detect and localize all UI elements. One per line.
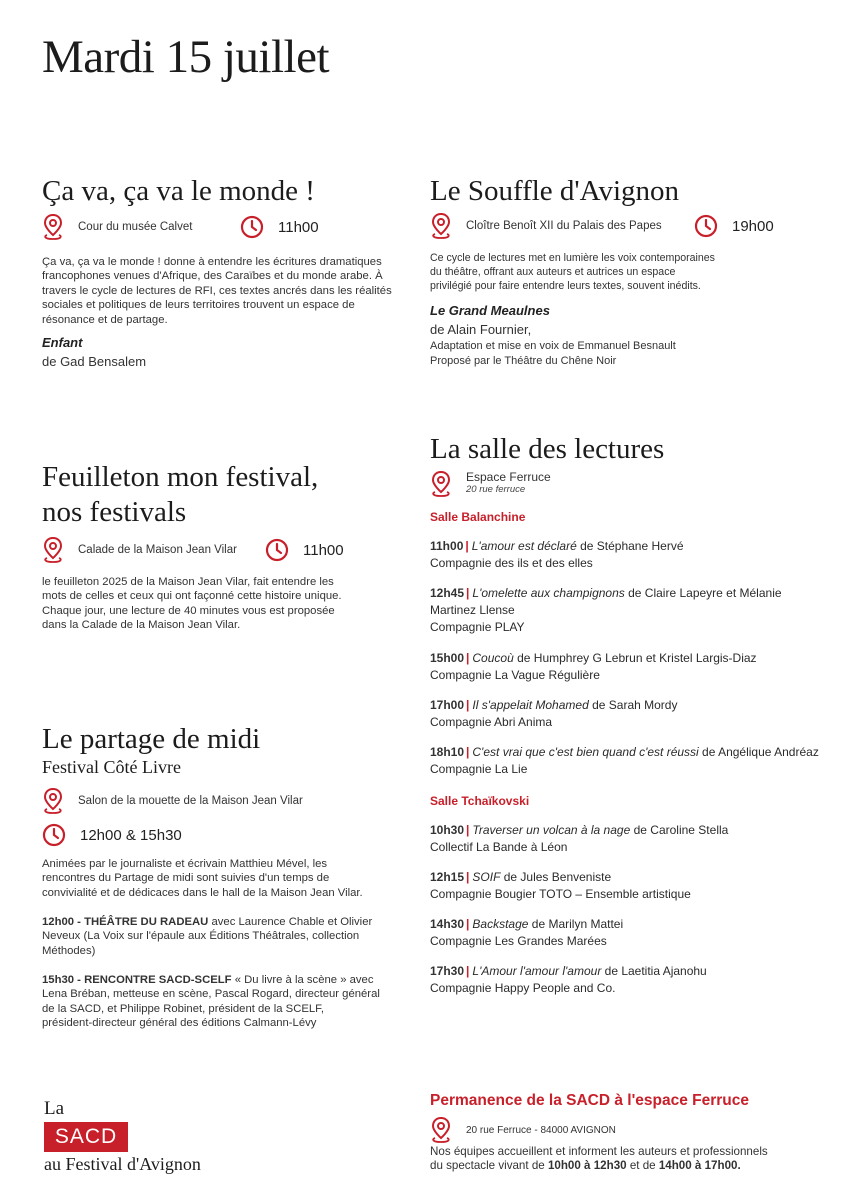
time-row (240, 215, 319, 239)
entry-company: Collectif La Bande à Léon (430, 840, 568, 854)
entry-company: Compagnie Bougier TOTO – Ensemble artistique (430, 887, 691, 901)
entry-time: 18h10 (430, 745, 465, 759)
description-line: rencontres du Partage de midi sont suivies d'un temps de (42, 872, 330, 885)
entry-time: 17h00 (430, 698, 465, 712)
event-line: Méthodes) (42, 944, 96, 957)
section-title-partage: Le partage de midi (42, 723, 261, 755)
credit-line: Adaptation et mise en voix de Emmanuel Besnault (430, 340, 676, 352)
location-row (42, 213, 192, 241)
description-line: résonance et de partage. (42, 313, 168, 326)
entry-time: 17h30 (430, 964, 465, 978)
separator: | (466, 917, 470, 931)
entry-time: 11h00 (430, 539, 464, 553)
text-part: du spectacle vivant de (430, 1159, 548, 1172)
list-item (430, 916, 623, 950)
location-pin-icon (42, 536, 64, 564)
location-pin-icon (430, 470, 452, 498)
entry-company: Compagnie La Vague Régulière (430, 668, 600, 682)
entry-title: L'Amour l'amour l'amour (472, 964, 602, 978)
description-line: Animées par le journaliste et écrivain Matthieu Mével, les (42, 858, 328, 870)
event-text: avec Laurence Chable et Olivier (208, 916, 373, 928)
time-label: 12h00 & 15h30 (80, 826, 182, 844)
logo-la: La (44, 1098, 65, 1119)
title-line: nos festivals (42, 496, 187, 528)
time-row (265, 538, 344, 562)
work-title: Enfant (42, 335, 83, 350)
time-row (42, 823, 182, 847)
location-row (430, 212, 662, 240)
list-item (430, 869, 691, 903)
entry-title: L'amour est déclaré (471, 539, 577, 553)
description-line: dans la Calade de la Maison Jean Vilar. (42, 619, 241, 632)
event-line: président-directeur général des éditions Calmann-Lévy (42, 1017, 317, 1030)
list-item (430, 538, 684, 572)
event-heading: 15h30 - RENCONTRE SACD-SCELF (42, 974, 232, 986)
list-item (430, 697, 677, 731)
logo-sacd: SACD (44, 1122, 128, 1152)
list-item (430, 963, 707, 997)
entry-title: C'est vrai que c'est bien quand c'est réussi (472, 745, 699, 759)
separator: | (466, 651, 470, 665)
work-author: de Gad Bensalem (42, 354, 147, 369)
separator: | (466, 964, 470, 978)
entry-author: de Caroline Stella (630, 823, 729, 837)
entry-company: Compagnie La Lie (430, 762, 528, 776)
location-pin-icon (42, 213, 64, 241)
section-subtitle: Festival Côté Livre (42, 757, 181, 777)
entry-time: 14h30 (430, 917, 465, 931)
description-line: travers le cycle de lectures de RFI, ces textes ancrés dans les réalités (42, 284, 392, 297)
entry-author: de Jules Benveniste (500, 870, 612, 884)
separator: | (465, 539, 469, 553)
hours-morning: 10h00 à 12h30 (547, 1159, 627, 1172)
location-pin-icon (430, 212, 452, 240)
location-label: Calade de la Maison Jean Vilar (78, 544, 237, 556)
entry-time: 15h00 (430, 651, 465, 665)
location-address: 20 rue Ferruce - 84000 AVIGNON (466, 1124, 616, 1136)
entry-author: de Angélique Andréaz (698, 745, 819, 759)
location-address: 20 rue ferruce (466, 484, 526, 495)
list-item (430, 822, 728, 856)
event-line: Neveux (La Voix sur l'épaule aux Éditions Théâtrales, collection (42, 930, 360, 943)
credit-line: Proposé par le Théâtre du Chêne Noir (430, 354, 617, 367)
title-line: Feuilleton mon festival, (42, 461, 319, 493)
salle-heading: Salle Balanchine (430, 510, 526, 524)
description-line: mots de celles et ceux qui ont façonné cette histoire unique. (42, 590, 342, 603)
event-heading: 12h00 - THÉÂTRE DU RADEAU (42, 916, 209, 928)
location-row (430, 1116, 616, 1144)
location-label: Salon de la mouette de la Maison Jean Vilar (78, 795, 303, 807)
location-pin-icon (430, 1116, 452, 1144)
entry-title: L'omelette aux champignons (472, 586, 625, 600)
logo-festival: au Festival d'Avignon (44, 1154, 201, 1174)
entry-author: de Marilyn Mattei (528, 917, 624, 931)
entry-company: Compagnie Abri Anima (430, 715, 553, 729)
permanence-description (430, 1145, 768, 1173)
entry-author: Martinez Llense (430, 603, 515, 617)
description-line: du théâtre, offrant aux auteurs et autrices un espace (430, 266, 676, 278)
description-line: francophones venues d'Afrique, des Caraïbes et du monde arabe. À (42, 270, 383, 283)
event-line: Lena Bréban, metteuse en scène, Pascal Rogard, directeur général (42, 988, 380, 1001)
separator: | (466, 698, 470, 712)
page-title: Mardi 15 juillet (42, 31, 330, 83)
list-item (430, 744, 819, 778)
description-line: Ça va, ça va le monde ! donne à entendre les écritures dramatiques (42, 256, 382, 268)
description-line: le feuilleton 2025 de la Maison Jean Vilar, fait entendre les (42, 576, 334, 588)
clock-icon (694, 214, 718, 238)
separator: | (466, 870, 470, 884)
time-label: 11h00 (278, 218, 319, 236)
section-title-souffle: Le Souffle d'Avignon (430, 175, 680, 207)
work-credits (430, 339, 676, 368)
description-line: privilégié pour faire entendre leurs textes, souvent inédits. (430, 280, 701, 292)
text-part: et de (626, 1159, 659, 1172)
event-rencontre (42, 973, 380, 1031)
entry-author: de Claire Lapeyre et Mélanie (624, 586, 782, 600)
description-line: Nos équipes accueillent et informent les auteurs et professionnels (430, 1145, 768, 1158)
clock-icon (42, 823, 66, 847)
event-text: « Du livre à la scène » avec (231, 974, 374, 986)
time-row (694, 214, 774, 238)
location-pin-icon (42, 787, 64, 815)
location-label: Cloître Benoît XII du Palais des Papes (466, 220, 662, 232)
work-author: de Alain Fournier, (430, 322, 532, 337)
description-line (430, 1159, 768, 1173)
description-line: Chaque jour, une lecture de 40 minutes vous est proposée (42, 604, 335, 617)
entry-company: Compagnie Happy People and Co. (430, 981, 616, 995)
description-line: sociales et politiques de leurs territoires trouvent un espace de (42, 299, 355, 312)
entry-title: Backstage (472, 917, 529, 931)
entry-author: de Humphrey G Lebrun et Kristel Largis-Diaz (513, 651, 757, 665)
entry-company: Compagnie PLAY (430, 620, 525, 634)
section-title-salle: La salle des lectures (430, 433, 665, 465)
clock-icon (265, 538, 289, 562)
entry-title: Il s'appelait Mohamed (472, 698, 589, 712)
section-description (42, 857, 363, 900)
location-row (430, 470, 551, 498)
time-label: 19h00 (732, 217, 774, 235)
entry-title: SOIF (472, 870, 501, 884)
description-line: Ce cycle de lectures met en lumière les voix contemporaines (430, 252, 715, 264)
entry-author: de Stéphane Hervé (576, 539, 684, 553)
location-row (42, 787, 303, 815)
entry-author: de Sarah Mordy (588, 698, 678, 712)
entry-time: 10h30 (430, 823, 465, 837)
location-row (42, 536, 237, 564)
entry-title: Traverser un volcan à la nage (472, 823, 631, 837)
section-description (42, 575, 342, 633)
separator: | (466, 586, 470, 600)
section-description (430, 251, 715, 293)
list-item (430, 585, 782, 636)
permanence-title: Permanence de la SACD à l'espace Ferruce (430, 1092, 750, 1109)
separator: | (466, 823, 470, 837)
section-title-ca-va: Ça va, ça va le monde ! (42, 175, 315, 207)
separator: | (466, 745, 470, 759)
salle-heading: Salle Tchaïkovski (430, 794, 530, 808)
entry-time: 12h15 (430, 870, 465, 884)
description-line: convivialité et de dédicaces dans le hall de la Maison Jean Vilar. (42, 886, 363, 899)
time-label: 11h00 (303, 541, 344, 559)
section-description (42, 255, 392, 327)
hours-afternoon: 14h00 à 17h00. (658, 1159, 741, 1172)
event-line: de la SACD, et Philippe Robinet, président de la SCELF, (42, 1002, 324, 1015)
event-radeau (42, 915, 372, 958)
location-label: Espace Ferruce (466, 470, 551, 484)
entry-time: 12h45 (430, 586, 465, 600)
work-title: Le Grand Meaulnes (430, 303, 550, 318)
clock-icon (240, 215, 264, 239)
list-item (430, 650, 757, 684)
entry-company: Compagnie Les Grandes Marées (430, 934, 607, 948)
section-title-feuilleton (42, 460, 318, 530)
entry-author: de Laetitia Ajanohu (601, 964, 707, 978)
entry-title: Coucoù (472, 651, 514, 665)
location-label: Cour du musée Calvet (78, 221, 193, 233)
entry-company: Compagnie des ils et des elles (430, 556, 593, 570)
